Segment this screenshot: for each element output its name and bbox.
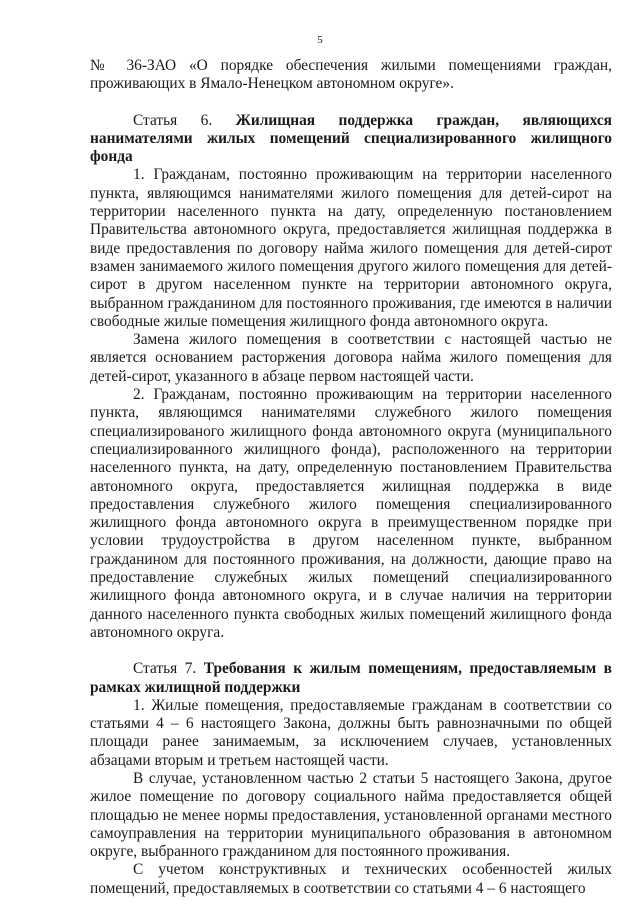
article-7-paragraph-2: В случае, установленном частью 2 статьи 5 настоящего Закона, другое жилое помещение по договору социального найма предоставляется общей площадью не менее нормы предоставления, установленной органами местного самоуправления на территории муниципального образования в автономном округе, выбранного гражданином для постоянного проживания. — [90, 769, 612, 861]
article-6-title: Жилищная поддержка граждан, являющихся нанимателями жилых помещений специализированного жилищного фонда — [90, 111, 612, 166]
article-7-title: Требования к жилым помещениям, предоставляемым в рамках жилищной поддержки — [90, 660, 612, 696]
article-6-paragraph-3: 2. Гражданам, постоянно проживающим на территории населенного пункта, являющимся нанимателями служебного жилого помещения специализированого жилищного фонда автономного округа (муниципального специализированного жилищного фонда), расположенного на территории населенного пункта, на дату, определенную постановлением Правительства автономного округа, предоставляется жилищная поддержка в виде предоставления служебного жилого помещения специализированного жилищного фонда автономного округа в преимущественном порядке при условии трудоустройства в другом населенном пункте, выбранном гражданином для постоянного проживания, на должности, дающие право на предоставление служебных жилых помещений специализированного жилищного фонда автономного округа, и в случае наличия на территории данного населенного пункта свободных жилых помещений жилищного фонда автономного округа. — [90, 386, 612, 641]
article-7-prefix: Статья 7. — [133, 660, 197, 678]
article-6-paragraph-2: Замена жилого помещения в соответствии с настоящей частью не является основанием расторжения договора найма жилого помещения для детей-сирот, указанного в абзаце первом настоящей части. — [90, 331, 612, 385]
article-7-paragraph-1: 1. Жилые помещения, предоставляемые гражданам в соответствии со статьями 4 – 6 настоящего Закона, должны быть равнозначными по общей площади ранее занимаемым, за исключением случаев, установленных абзацами вторым и третьем настоящей части. — [90, 696, 612, 769]
page-number: 5 — [317, 34, 323, 46]
article-7-paragraph-3: С учетом конструктивных и технических особенностей жилых помещений, предоставляемых в соответствии со статьями 4 – 6 настоящего — [90, 861, 612, 897]
document-body — [90, 57, 612, 898]
article-7-heading — [90, 660, 612, 697]
article-6-heading — [90, 112, 612, 167]
article-6-paragraph-1: 1. Гражданам, постоянно проживающим на территории населенного пункта, являющимся нанимателями жилого помещения для детей-сирот на территории населенного пункта на дату, определенную постановлением Правительства автономного округа, предоставляется жилищная поддержка в виде предоставления по договору найма жилого помещения для детей-сирот взамен занимаемого жилого помещения другого жилого помещения для детей-сирот в другом населенном пункте на территории автономного округа, выбранном гражданином для постоянного проживания, где имеются в наличии свободные жилые помещения жилищного фонда автономного округа. — [90, 166, 612, 330]
intro-paragraph: № 36-ЗАО «О порядке обеспечения жилыми помещениями граждан, проживающих в Ямало-Ненецком автономном округе». — [90, 57, 612, 93]
article-6-prefix: Статья 6. — [133, 111, 213, 129]
